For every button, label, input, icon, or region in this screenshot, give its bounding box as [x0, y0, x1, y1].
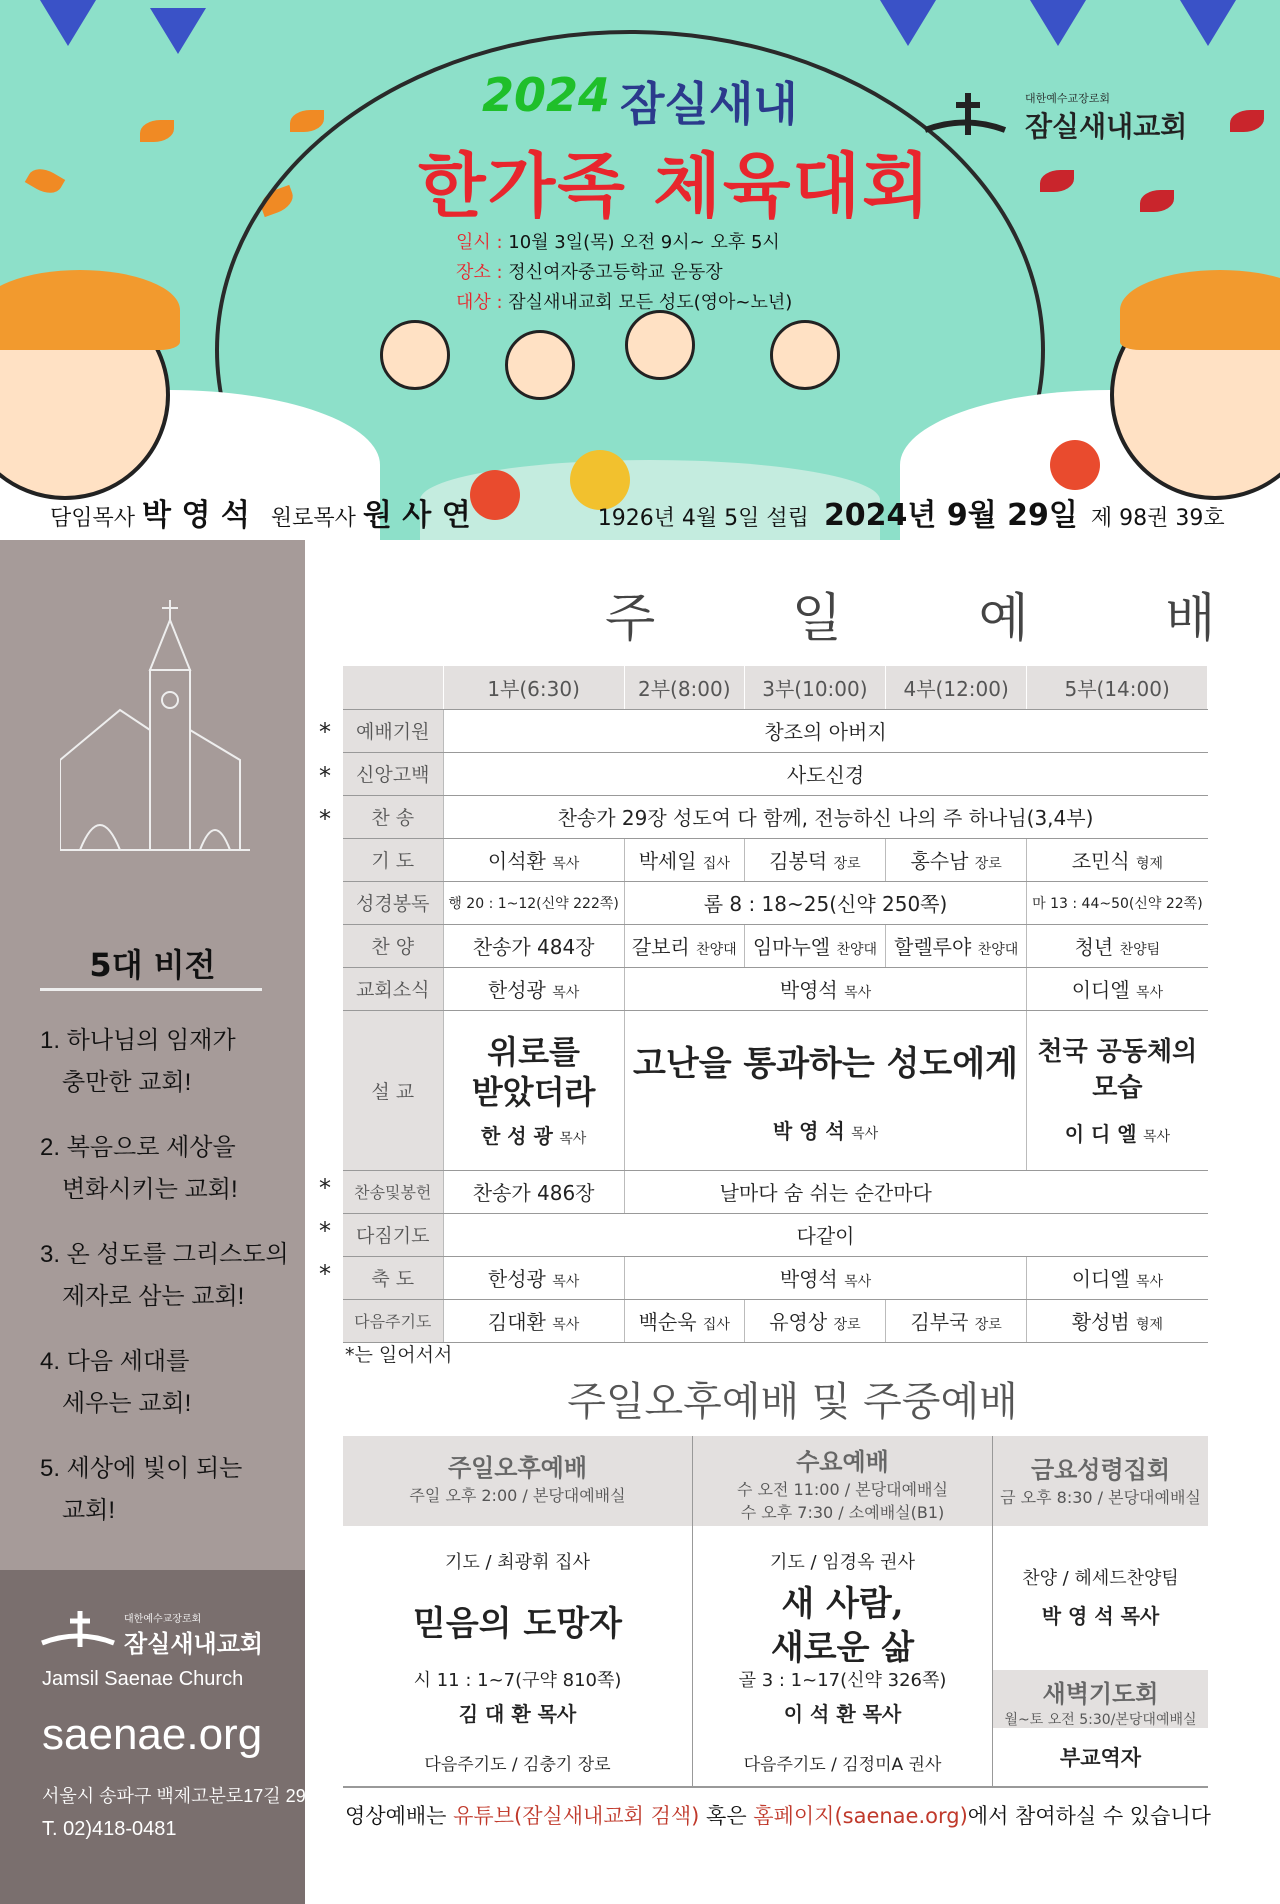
- table-row: 교회소식 한성광 목사 박영석 목사 이디엘 목사: [343, 967, 1208, 1010]
- worship-title: 주 일 예 배: [605, 589, 1276, 649]
- child-character: [505, 330, 575, 400]
- worship-order-table: [343, 666, 1208, 1343]
- child-character: [380, 320, 450, 390]
- logo-denomination: 대한예수교장로회: [1025, 92, 1111, 105]
- standing-mark: *: [319, 805, 331, 833]
- other-services-title: 주일오후예배 및 주중예배: [567, 1379, 1018, 1425]
- divider: [40, 988, 262, 991]
- bunting-flag: [40, 0, 96, 46]
- divider: [343, 1786, 1208, 1788]
- bunting-flag: [150, 8, 206, 54]
- event-church-title: 잠실새내: [620, 77, 798, 131]
- church-contact-box: [0, 1570, 305, 1904]
- event-place: 장소 : 정신여자중고등학교 운동장: [456, 262, 723, 283]
- vision-item: 2. 복음으로 세상을 변화시키는 교회!: [40, 1134, 238, 1203]
- cap-icon: [1120, 270, 1280, 350]
- online-worship-note: 영상예배는 유튜브(잠실새내교회 검색) 혹은 홈페이지(saenae.org)에서 참여하실 수 있습니다: [345, 1804, 1211, 1828]
- maple-leaf-icon: [1230, 110, 1264, 132]
- afternoon-service: 주일오후예배 주일 오후 2:00 / 본당대예배실 기도 / 최광휘 집사 믿음의 도망자 시 11 : 1~7(구약 810쪽) 김 대 환 목사 다음주기도 / 김충기 장로: [343, 1436, 693, 1786]
- cross-logo-icon: [38, 1605, 118, 1655]
- sermon-1: 위로를 받았더라 한 성 광 목사: [443, 1010, 624, 1170]
- table-row: 신앙고백 사도신경: [343, 752, 1208, 795]
- friday-service: 금요성령집회 금 오후 8:30 / 본당대예배실 찬양 / 헤세드찬양팀 박 영 석 목사 새벽기도회 월~토 오전 5:30/본당대예배실 부교역자: [993, 1436, 1208, 1786]
- bunting-flag: [880, 0, 936, 46]
- cap-icon: [0, 270, 180, 350]
- event-target: 대상 : 잠실새내교회 모든 성도(영아~노년): [456, 292, 793, 313]
- church-building-icon: [60, 600, 250, 880]
- service-3-header: 3부(10:00): [744, 666, 885, 709]
- logo-church-name: 잠실새내교회: [1025, 110, 1188, 143]
- dawn-prayer: 새벽기도회 월~토 오전 5:30/본당대예배실: [993, 1670, 1208, 1728]
- table-row: 다짐기도 다같이: [343, 1213, 1208, 1256]
- vision-item: 5. 세상에 빛이 되는 교회!: [40, 1455, 243, 1524]
- address: 서울시 송파구 백제고분로17길 29: [42, 1786, 306, 1806]
- table-row: 성경봉독 행 20 : 1~12(신약 222쪽) 롬 8 : 18~25(신약 250쪽) 마 13 : 44~50(신약 22쪽): [343, 881, 1208, 924]
- table-row: 찬 양 찬송가 484장 갈보리 찬양대 임마누엘 찬양대 할렐루야 찬양대 청년 찬양팀: [343, 924, 1208, 967]
- vision-title: 5대 비전: [89, 946, 216, 984]
- vision-item: 1. 하나님의 임재가 충만한 교회!: [40, 1027, 236, 1096]
- wednesday-service: 수요예배 수 오전 11:00 / 본당대예배실 수 오후 7:30 / 소예배실(B1) 기도 / 임경옥 권사 새 사람, 새로운 삶 골 3 : 1~17(신약 326쪽) 이 석 환 목사 다음주기도 / 김정미A 권사: [693, 1436, 993, 1786]
- phone: T. 02)418-0481: [42, 1818, 177, 1840]
- maple-leaf-icon: [1040, 170, 1074, 192]
- event-title: 한가족 체육대회: [418, 145, 932, 227]
- leaf-icon: [290, 110, 324, 132]
- standing-mark: *: [319, 1260, 331, 1288]
- vision-item: 3. 온 성도를 그리스도의 제자로 삼는 교회!: [40, 1241, 289, 1310]
- table-header-row: [343, 666, 1208, 709]
- standing-note: *는 일어서서: [345, 1344, 453, 1366]
- sermon-main: 고난을 통과하는 성도에게 박 영 석 목사: [624, 1010, 1027, 1170]
- event-date: 일시 : 10월 3일(목) 오전 9시~ 오후 5시: [456, 232, 780, 253]
- leaf-icon: [25, 163, 65, 199]
- standing-mark: *: [319, 1217, 331, 1245]
- logo-denomination: 대한예수교장로회: [124, 1614, 202, 1625]
- homepage-link[interactable]: 홈페이지(saenae.org): [753, 1804, 968, 1828]
- event-banner: [0, 0, 1280, 540]
- service-5-header: 5부(14:00): [1027, 666, 1208, 709]
- bulletin-info-line: 담임목사 박 영 석 원로목사 원 사 연 1926년 4월 5일 설립 2024년 9월 29일 제 98권 39호: [50, 498, 1225, 533]
- sermon-row: 설 교 위로를 받았더라 한 성 광 목사 고난을 통과하는 성도에게 박 영 석 목사 천국 공동체의 모습 이 디 엘 목사: [343, 1010, 1208, 1170]
- child-character: [770, 320, 840, 390]
- table-row: 다음주기도 김대환 목사 백순욱 집사 유영상 장로 김부국 장로 황성범 형제: [343, 1299, 1208, 1342]
- vision-item: 4. 다음 세대를 세우는 교회!: [40, 1348, 192, 1417]
- bunting-flag: [1030, 0, 1086, 46]
- sidebar: [0, 540, 305, 1904]
- church-logo: [920, 85, 1188, 149]
- maple-leaf-icon: [1140, 190, 1174, 212]
- service-4-header: 4부(12:00): [886, 666, 1027, 709]
- service-1-header: 1부(6:30): [443, 666, 624, 709]
- bunting-flag: [1180, 0, 1236, 46]
- service-2-header: 2부(8:00): [624, 666, 744, 709]
- child-character: [625, 310, 695, 380]
- church-english-name: Jamsil Saenae Church: [42, 1668, 244, 1690]
- table-row: 찬 송 찬송가 29장 성도여 다 함께, 전능하신 나의 주 하나님(3,4부): [343, 795, 1208, 838]
- website-link[interactable]: saenae.org: [42, 1710, 263, 1759]
- logo-church-name: 잠실새내교회: [124, 1630, 264, 1658]
- youtube-link[interactable]: 유튜브(잠실새내교회 검색): [453, 1804, 700, 1828]
- event-year: 2024: [482, 68, 611, 122]
- tree-icon: [1050, 440, 1100, 490]
- cross-logo-icon: [920, 85, 1010, 145]
- table-row: 예배기원 창조의 아버지: [343, 709, 1208, 752]
- table-row: 축 도 한성광 목사 박영석 목사 이디엘 목사: [343, 1256, 1208, 1299]
- standing-mark: *: [319, 1174, 331, 1202]
- sermon-5: 천국 공동체의 모습 이 디 엘 목사: [1027, 1010, 1208, 1170]
- standing-mark: *: [319, 718, 331, 746]
- standing-mark: *: [319, 762, 331, 790]
- table-row: 기 도 이석환 목사 박세일 집사 김봉덕 장로 홍수남 장로 조민식 형제: [343, 838, 1208, 881]
- leaf-icon: [140, 120, 174, 142]
- table-row: 찬송및봉헌 찬송가 486장 날마다 숨 쉬는 순간마다: [343, 1170, 1208, 1213]
